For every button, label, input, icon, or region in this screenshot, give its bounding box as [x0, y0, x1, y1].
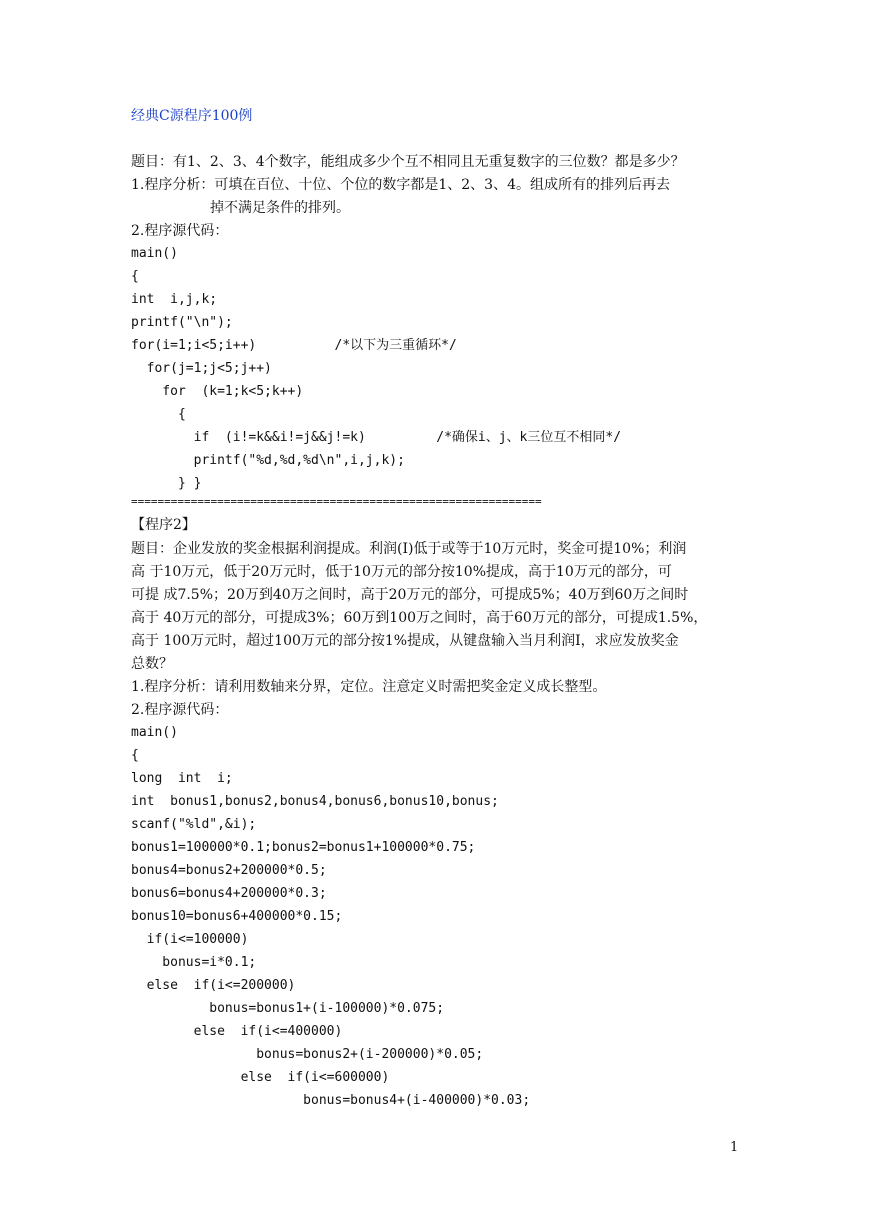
program2-code-line: else if(i<=200000) [131, 978, 296, 993]
program1-problem: 题目：有1、2、3、4个数字，能组成多少个互不相同且无重复数字的三位数？都是多少？ [131, 154, 685, 170]
program1-code-line: { [131, 407, 186, 422]
program1-code-line: for(j=1;j<5;j++) [131, 361, 272, 376]
program2-source-label: 2.程序源代码： [131, 702, 229, 718]
program1-code-line: if (i!=k&&i!=j&&j!=k) /*确保i、j、k三位互不相同*/ [131, 430, 622, 445]
program2-code-line: else if(i<=600000) [131, 1070, 390, 1085]
program2-code-line: { [131, 748, 139, 763]
program2-code-line: else if(i<=400000) [131, 1024, 343, 1039]
program1-analysis-line1: 1.程序分析：可填在百位、十位、个位的数字都是1、2、3、4。组成所有的排列后再去 [131, 177, 670, 193]
program2-code-line: bonus4=bonus2+200000*0.5; [131, 863, 327, 878]
program2-problem-line: 高于 100万元时，超过100万元的部分按1%提成，从键盘输入当月利润I，求应发放奖金 [131, 633, 679, 649]
program1-source-label: 2.程序源代码： [131, 223, 229, 239]
program2-code-line: bonus=bonus4+(i-400000)*0.03; [131, 1093, 531, 1108]
program2-code-line: long int i; [131, 771, 233, 786]
program2-problem-line: 总数？ [131, 656, 173, 672]
program2-heading: 【程序2】 [131, 517, 196, 533]
program2-code-line: bonus=i*0.1; [131, 955, 257, 970]
program2-problem-line: 高 于10万元，低于20万元时，低于10万元的部分按10%提成，高于10万元的部分，可 [131, 564, 672, 580]
program1-code-line: for (k=1;k<5;k++) [131, 384, 304, 399]
program1-analysis-line2: 掉不满足条件的排列。 [210, 200, 350, 216]
program2-code-line: if(i<=100000) [131, 932, 249, 947]
program2-code-line: bonus=bonus1+(i-100000)*0.075; [131, 1001, 445, 1016]
program1-code-line: for(i=1;i<5;i++) /*以下为三重循环*/ [131, 338, 457, 353]
section-separator: ============================================================== [131, 495, 542, 508]
program2-code-line: bonus1=100000*0.1;bonus2=bonus1+100000*0.75; [131, 840, 476, 855]
page-number: 1 [730, 1140, 739, 1155]
program2-analysis: 1.程序分析：请利用数轴来分界，定位。注意定义时需把奖金定义成长整型。 [131, 679, 607, 695]
program2-code-line: bonus=bonus2+(i-200000)*0.05; [131, 1047, 484, 1062]
program1-code-line: int i,j,k; [131, 292, 218, 307]
program2-problem-line: 高于 40万元的部分，可提成3%；60万到100万之间时，高于60万元的部分，可提成1.5%， [131, 610, 708, 626]
program1-code-line: } } [131, 476, 202, 491]
program2-code-line: int bonus1,bonus2,bonus4,bonus6,bonus10,bonus; [131, 794, 499, 809]
program2-code-line: main() [131, 725, 178, 740]
document-title: 经典C源程序100例 [131, 108, 253, 124]
program2-code-line: scanf("%ld",&i); [131, 817, 257, 832]
program2-problem-line: 可提 成7.5%；20万到40万之间时，高于20万元的部分，可提成5%；40万到60万之间时 [131, 587, 689, 603]
program2-code-line: bonus10=bonus6+400000*0.15; [131, 909, 343, 924]
program2-problem-line: 题目：企业发放的奖金根据利润提成。利润(I)低于或等于10万元时，奖金可提10%；利润 [131, 541, 687, 557]
program1-code-line: printf("%d,%d,%d\n",i,j,k); [131, 453, 405, 468]
program2-code-line: bonus6=bonus4+200000*0.3; [131, 886, 327, 901]
program1-code-line: printf("\n"); [131, 315, 233, 330]
program1-code-line: { [131, 269, 139, 284]
program1-code-line: main() [131, 246, 178, 261]
